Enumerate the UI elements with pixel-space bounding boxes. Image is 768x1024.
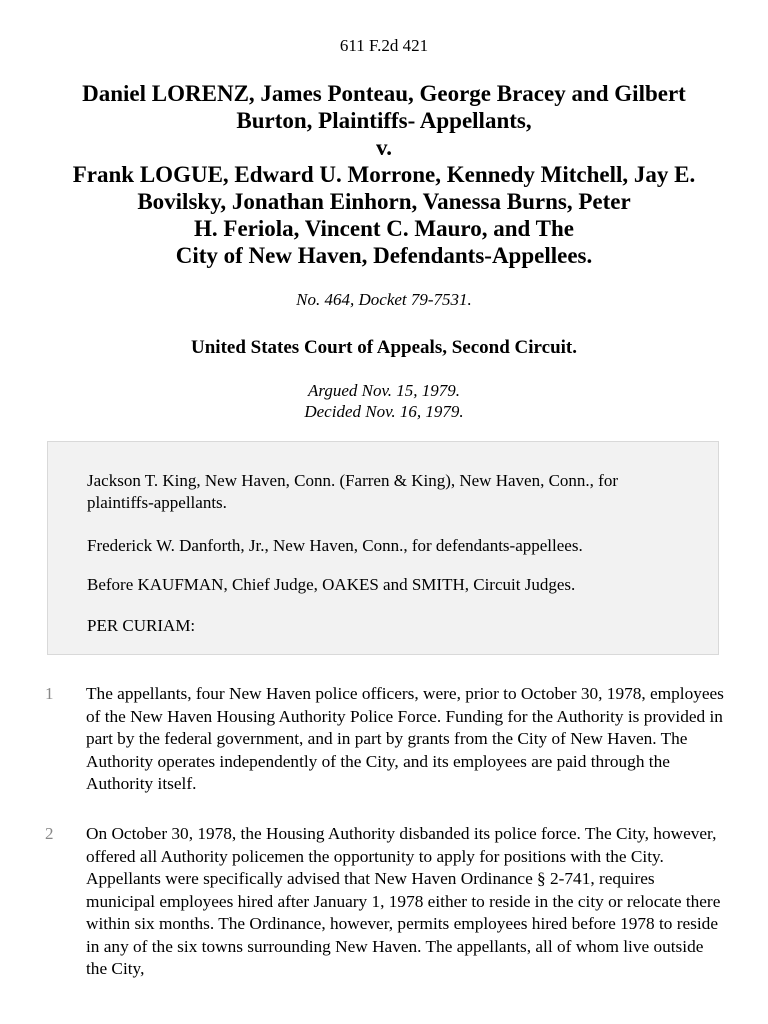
paragraph-number: 2 <box>45 824 54 843</box>
judge-panel: Before KAUFMAN, Chief Judge, OAKES and SMITH, Circuit Judges. <box>87 575 576 594</box>
caption-line: v. <box>376 135 392 160</box>
paragraph-text: On October 30, 1978, the Housing Authority disbanded its police force. The City, however, offered all Authority policemen the opportunity to apply for positions with the City. Appellants were specifically advised that New Haven Ordinance § 2-741, requires municipal employees hired after January 1, 1978 either to reside in the city or relocate there within six months. The Ordinance, however, permits employees hired before 1978 to reside in any of the six towns surrounding New Haven. The appellants, all of whom live outside the City, <box>86 824 721 978</box>
caption-line: Frank LOGUE, Edward U. Morrone, Kennedy Mitchell, Jay E. <box>72 162 696 187</box>
caption-line: Bovilsky, Jonathan Einhorn, Vanessa Burns, Peter <box>137 189 631 214</box>
caption-line: Burton, Plaintiffs- Appellants, <box>236 108 532 133</box>
citation: 611 F.2d 421 <box>339 36 429 55</box>
caption-line: Daniel LORENZ, James Ponteau, George Bracey and Gilbert <box>82 81 686 106</box>
counsel-appellants: Jackson T. King, New Haven, Conn. (Farren & King), New Haven, Conn., for plaintiffs-appellants. <box>87 471 618 512</box>
paragraph-text: The appellants, four New Haven police officers, were, prior to October 30, 1978, employees of the New Haven Housing Authority Police Force. Funding for the Authority is provided in part by the federal government, and in part by grants from the City of New Haven. The Authority operates independently of the City, and its employees are paid through the Authority itself. <box>86 684 724 793</box>
argued-date: Argued Nov. 15, 1979. <box>307 381 461 400</box>
per-curiam: PER CURIAM: <box>87 616 196 635</box>
caption-line: City of New Haven, Defendants-Appellees. <box>175 243 593 268</box>
counsel-appellees: Frederick W. Danforth, Jr., New Haven, Conn., for defendants-appellees. <box>87 536 583 555</box>
docket-number: No. 464, Docket 79-7531. <box>296 290 472 309</box>
paragraph-number: 1 <box>45 684 54 703</box>
court-name: United States Court of Appeals, Second Circuit. <box>191 337 577 358</box>
counsel-box <box>47 441 719 655</box>
decided-date: Decided Nov. 16, 1979. <box>304 402 464 421</box>
case-caption <box>40 80 728 269</box>
case-dates <box>0 380 768 422</box>
caption-line: H. Feriola, Vincent C. Mauro, and The <box>194 216 574 241</box>
